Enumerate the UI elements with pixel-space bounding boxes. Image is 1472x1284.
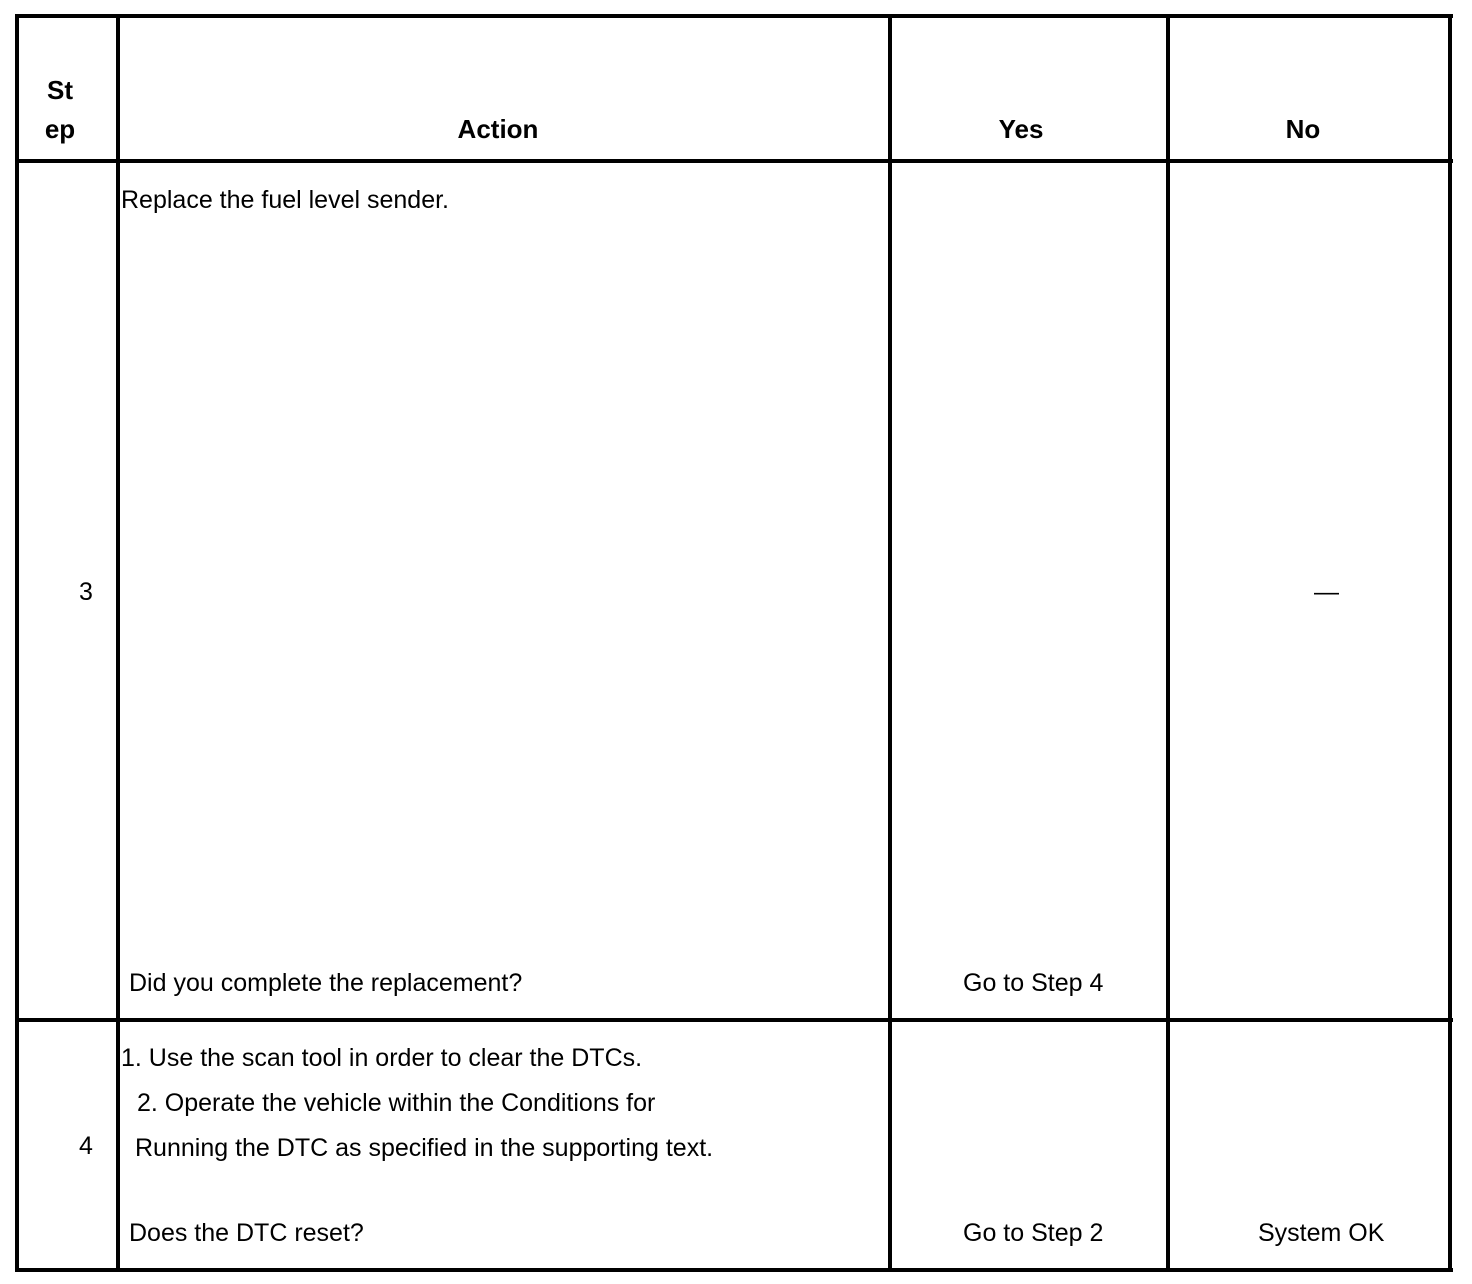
step-number: 4 [79,1132,93,1160]
action-item-2-continued: Running the DTC as specified in the supporting text. [135,1134,714,1162]
table-border-top [15,14,1453,18]
yes-result: Go to Step 4 [963,969,1104,997]
header-step-line2: ep [44,114,76,144]
table-border-right [1448,14,1452,1272]
header-yes: Yes [998,114,1044,144]
yes-result: Go to Step 2 [963,1219,1104,1247]
header-divider [15,159,1453,163]
header-action: Action [457,114,539,144]
action-question: Does the DTC reset? [129,1219,364,1247]
action-text: Replace the fuel level sender. [121,186,449,214]
action-item-2: 2. Operate the vehicle within the Conditions for [137,1089,656,1117]
column-divider-step [116,14,120,1272]
no-result: System OK [1258,1219,1385,1247]
table-border-bottom [15,1268,1453,1272]
action-item-1: 1. Use the scan tool in order to clear the DTCs. [121,1044,643,1072]
column-divider-yes [1166,14,1170,1272]
table-border-left [15,14,19,1272]
action-question: Did you complete the replacement? [129,969,523,997]
step-number: 3 [79,578,93,606]
no-result: — [1314,578,1339,606]
row-divider [15,1018,1453,1022]
column-divider-action [888,14,892,1272]
header-step-line1: St [47,75,73,105]
header-no: No [1285,114,1321,144]
